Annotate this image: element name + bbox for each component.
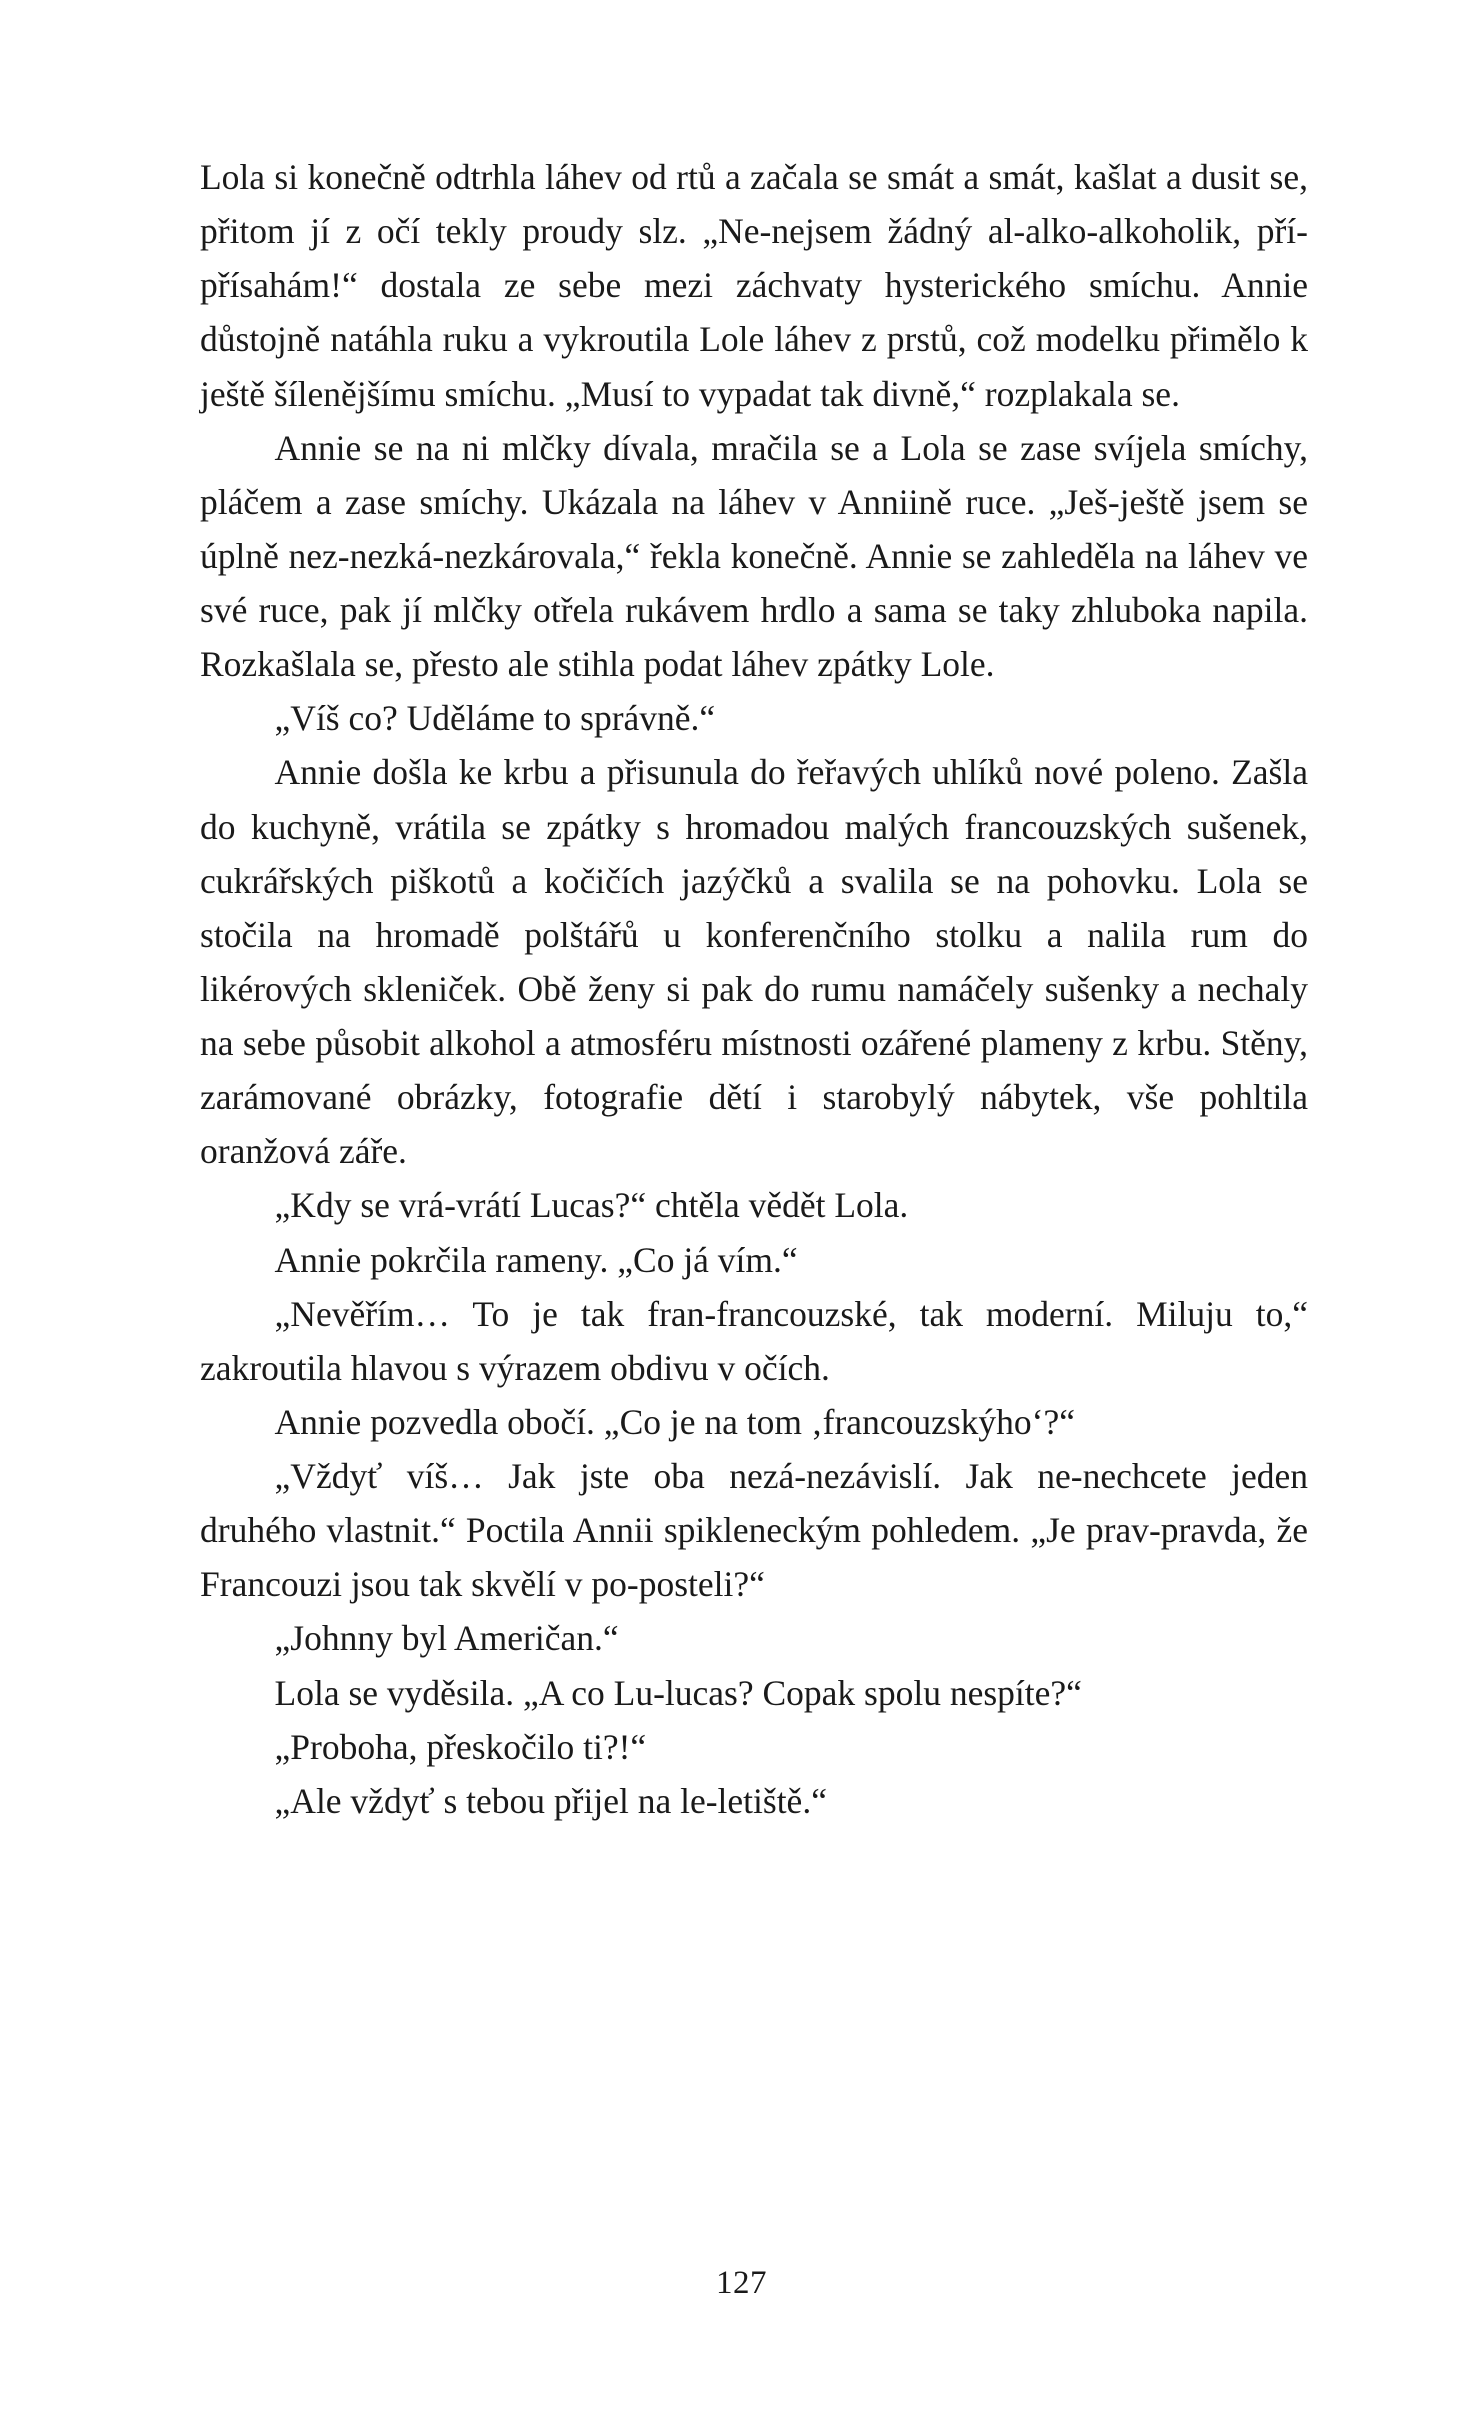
paragraph: „Vždyť víš… Jak jste oba nezá-nezávislí. Jak ne-nechcete jeden druhého vlastnit.“ Poctila Annii spikleneckým pohledem. „Je prav-pravda, že Francouzi jsou tak skvělí v po-posteli?“ [200,1456,1308,1605]
paragraph: „Kdy se vrá-vrátí Lucas?“ chtěla vědět Lola. [274,1185,909,1226]
paragraph: „Proboha, přeskočilo ti?!“ [274,1726,647,1767]
paragraph: Annie pokrčila rameny. „Co já vím.“ [274,1239,798,1280]
paragraph: Annie došla ke krbu a přisunula do řeřavých uhlíků nové poleno. Zašla do kuchyně, vrátila se zpátky s hromadou malých francouzských sušenek, cukrářských piškotů a kočičích jazýčků a svalila se na pohovku. Lola se stočila na hromadě polštářů u konferenčního stolku a nalila rum do likérových skleniček. Obě ženy si pak do rumu namáčely sušenky a nechaly na sebe působit alkohol a atmosféru místnosti ozářené plameny z krbu. Stěny, zarámované obrázky, fotografie dětí i starobylý nábytek, vše pohltila oranžová záře. [200,752,1308,1172]
page-number: 127 [716,2265,767,2301]
paragraph: „Víš co? Uděláme to správně.“ [274,698,716,739]
paragraph: Lola se vyděsila. „A co Lu-lucas? Copak spolu nespíte?“ [274,1672,1082,1713]
paragraph: „Ale vždyť s tebou přijel na le-letiště.“ [274,1780,827,1821]
paragraph: Annie pozvedla obočí. „Co je na tom ‚francouzskýho‘?“ [274,1401,1075,1442]
paragraph: „Nevěřím… To je tak fran-francouzské, tak moderní. Miluju to,“ zakroutila hlavou s výrazem obdivu v očích. [200,1293,1308,1388]
paragraph: Lola si konečně odtrhla láhev od rtů a začala se smát a smát, kašlat a dusit se, přitom jí z očí tekly proudy slz. „Ne-nejsem žádný al-alko-alkoholik, pří-přísahám!“ dostala ze sebe mezi záchvaty hysterického smíchu. Annie důstojně natáhla ruku a vykroutila Lole láhev z prstů, což modelku přimělo k ještě šílenějšímu smíchu. „Musí to vypadat tak divně,“ rozplakala se. [200,157,1308,414]
paragraph: „Johnny byl Američan.“ [274,1618,619,1659]
page-body [200,150,1308,1828]
paragraph: Annie se na ni mlčky dívala, mračila se a Lola se zase svíjela smíchy, pláčem a zase smíchy. Ukázala na láhev v Anniině ruce. „Ješ-ještě jsem se úplně nez-nezká-nezkárovala,“ řekla konečně. Annie se zahleděla na láhev ve své ruce, pak jí mlčky otřela rukávem hrdlo a sama se taky zhluboka napila. Rozkašlala se, přesto ale stihla podat láhev zpátky Lole. [200,427,1308,685]
